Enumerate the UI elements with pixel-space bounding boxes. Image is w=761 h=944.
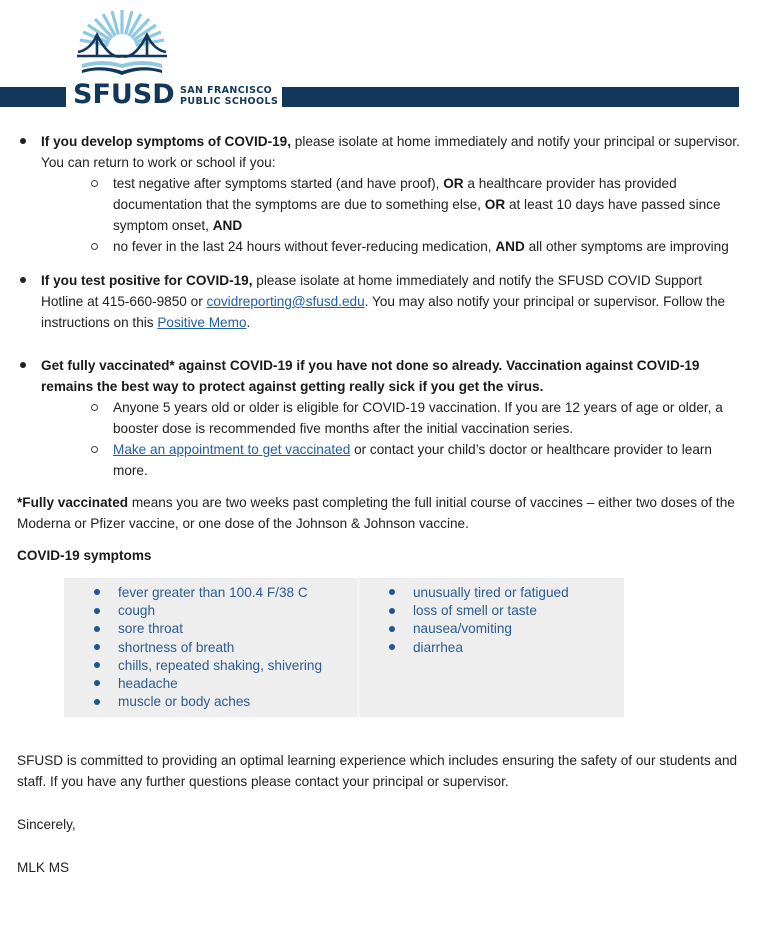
appointment-text: or contact your child’s doctor or healthcare provider to learn more. (113, 442, 712, 478)
symptom-list-item (359, 584, 624, 602)
symptom-text: cough (118, 603, 156, 619)
positive-text: please isolate at home immediately and notify the SFUSD COVID Support Hotline at 415-660-9850 or (41, 273, 703, 309)
circle-bullet-icon (89, 173, 99, 194)
header-band-left (0, 87, 66, 107)
bullet-icon (94, 675, 100, 693)
symptom-text: headache (118, 676, 178, 692)
symptoms-column-2 (359, 578, 624, 717)
positive-lead-bold: If you test positive for COVID-19, (41, 273, 253, 288)
make-appointment-link[interactable]: Make an appointment to get vaccinated (113, 442, 351, 457)
closing-commitment: SFUSD is committed to providing an optimal learning experience which includes ensuring the safety of our students and staff. If you have any further questions please contact your principal or supervisor. (17, 753, 738, 790)
letter-header (0, 0, 761, 115)
closing-signoff: Sincerely, (17, 817, 76, 833)
closing-signature: MLK MS (17, 860, 70, 876)
symptoms-lead-bold: If you develop symptoms of COVID-19, (41, 134, 292, 149)
guidance-item-symptoms (17, 131, 742, 173)
logo-subtitle (180, 85, 278, 107)
symptom-text: loss of smell or taste (413, 603, 537, 619)
footnote-text: means you are two weeks past completing the full initial course of vaccines – either two doses of the Moderna or Pfizer vaccine, or one dose of the Johnson & Johnson vaccine. (17, 495, 735, 531)
bullet-icon (94, 693, 100, 711)
symptom-text: unusually tired or fatigued (413, 585, 569, 600)
circle-bullet-icon (89, 439, 99, 460)
circle-bullet-icon (89, 236, 99, 257)
return-condition-fever (17, 236, 742, 257)
sfusd-bridge-logo-icon (72, 4, 172, 82)
symptom-list-item (359, 602, 624, 620)
symptom-list-item (64, 639, 358, 657)
positive-memo-link[interactable]: Positive Memo (157, 315, 247, 330)
vaccine-eligibility (17, 397, 742, 439)
bullet-icon (17, 131, 29, 152)
footnote-bold: *Fully vaccinated (17, 495, 129, 510)
and-keyword: AND (212, 218, 243, 233)
bullet-icon (389, 602, 395, 620)
vaccinate-lead-bold: Get fully vaccinated* against COVID-19 if you have not done so already. Vaccination against COVID-19 remains the best way to protect against getting really sick if you get the virus. (41, 358, 700, 394)
guidance-item-positive (17, 270, 742, 333)
or-keyword: OR (484, 197, 506, 212)
condition-text: at least 10 days have passed since symptom onset, (113, 197, 721, 233)
condition-text: no fever in the last 24 hours without fever-reducing medication, (113, 239, 496, 254)
vaccine-appointment (17, 439, 742, 481)
or-keyword: OR (443, 176, 464, 191)
bullet-icon (17, 270, 29, 291)
symptoms-lead-text: please isolate at home immediately and notify your principal or supervisor. You can return to work or school if you: (41, 134, 740, 170)
bullet-icon (17, 355, 29, 376)
bullet-icon (94, 657, 100, 675)
bullet-icon (389, 584, 395, 602)
logo-subtitle-line1: SAN FRANCISCO (180, 85, 273, 96)
symptoms-heading-text: COVID-19 symptoms (17, 548, 152, 563)
symptom-text: nausea/vomiting (413, 621, 512, 637)
symptom-text: shortness of breath (118, 639, 235, 655)
bullet-icon (94, 602, 100, 620)
header-band-right (282, 87, 739, 107)
symptom-list-item (64, 602, 358, 620)
circle-bullet-icon (89, 397, 99, 418)
covid-reporting-email-link[interactable]: covidreporting@sfusd.edu (206, 294, 365, 309)
symptom-text: diarrhea (413, 639, 463, 655)
guidance-item-vaccinate (17, 355, 742, 397)
bullet-icon (389, 639, 395, 657)
logo-subtitle-line2: PUBLIC SCHOOLS (180, 96, 279, 107)
bullet-icon (389, 620, 395, 638)
eligibility-text: Anyone 5 years old or older is eligible for COVID-19 vaccination. If you are 12 years of age or older, a booster dose is recommended five months after the initial vaccination series. (113, 400, 723, 436)
symptom-list-item (64, 693, 358, 711)
symptom-list-item (359, 639, 624, 657)
letter-body (17, 131, 742, 878)
logo-wordmark: SFUSD (73, 79, 175, 110)
symptom-list-item (359, 620, 624, 638)
symptoms-table (64, 578, 624, 717)
symptom-text: fever greater than 100.4 F/38 C (118, 585, 308, 600)
symptom-list-item (64, 620, 358, 638)
condition-text: a healthcare provider has provided documentation that the symptoms are due to something else, (113, 176, 677, 212)
bullet-icon (94, 620, 100, 638)
positive-text: . You may also notify your principal or supervisor. Follow the instructions on this (41, 294, 726, 330)
positive-text: . (246, 315, 251, 330)
return-condition-test (17, 173, 742, 236)
symptom-list-item (64, 675, 358, 693)
condition-text: test negative after symptoms started (and have proof), (113, 176, 444, 191)
bullet-icon (94, 639, 100, 657)
condition-text: all other symptoms are improving (524, 239, 729, 254)
symptom-list-item (64, 657, 358, 675)
symptom-text: sore throat (118, 621, 183, 637)
symptoms-heading (17, 545, 742, 566)
symptom-text: muscle or body aches (118, 694, 251, 710)
fully-vaccinated-footnote (17, 492, 742, 534)
symptoms-column-1 (64, 578, 359, 717)
bullet-icon (94, 584, 100, 602)
symptom-list-item (64, 584, 358, 602)
and-keyword: AND (495, 239, 525, 254)
symptom-text: chills, repeated shaking, shivering (118, 657, 323, 673)
